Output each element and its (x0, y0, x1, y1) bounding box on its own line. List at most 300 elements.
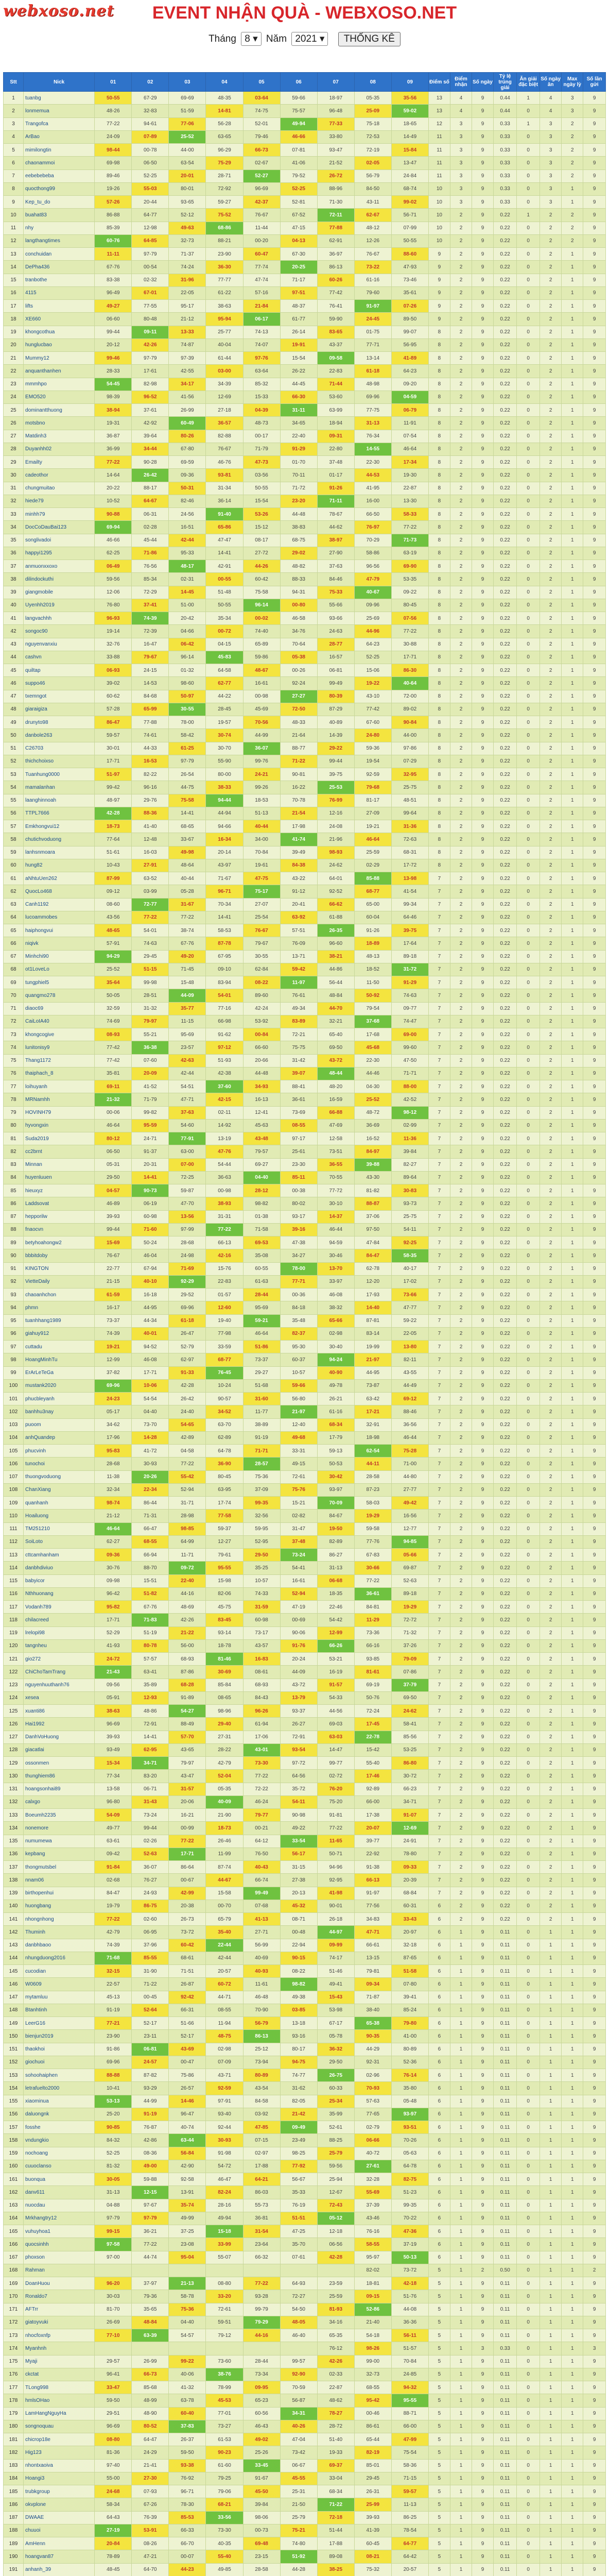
nick-cell[interactable]: calxgo (24, 1795, 95, 1808)
nick-cell[interactable]: diaoc69 (24, 1002, 95, 1015)
day-pick-cell: 77-22 (169, 911, 206, 924)
day-pick-cell: 59-57 (391, 2485, 428, 2498)
nick-cell[interactable]: thaokhoi (24, 2043, 95, 2056)
nick-cell[interactable]: betyhoahongw2 (24, 1236, 95, 1249)
stat-cell: 0.22 (494, 352, 517, 365)
nick-cell[interactable]: Hoailuong (24, 1510, 95, 1522)
day-pick-cell: 77-34 (95, 1770, 132, 1783)
nick-cell[interactable]: TLong998 (24, 2381, 95, 2394)
nick-cell[interactable]: quiltap (24, 664, 95, 677)
nick-cell[interactable]: sohoohaiphen (24, 2069, 95, 2082)
stats-button[interactable]: THỐNG KÊ (338, 32, 401, 46)
nick-cell[interactable]: Laddsovat (24, 1197, 95, 1210)
stat-cell: 6 (428, 2056, 450, 2069)
nick-cell[interactable]: phucbleyanh (24, 1393, 95, 1405)
stat-cell: 3 (450, 196, 472, 209)
nick-cell[interactable]: Duyanhh02 (24, 443, 95, 455)
nick-cell[interactable]: ArBao (24, 130, 95, 143)
month-select[interactable] (241, 32, 261, 46)
nick-cell[interactable]: anmuonxxoxo (24, 560, 95, 573)
nick-cell[interactable]: cashvn (24, 651, 95, 664)
nick-cell[interactable]: chutichvoduong (24, 833, 95, 846)
stat-cell: 2 (540, 963, 562, 976)
nick-cell[interactable]: hunglucbao (24, 338, 95, 351)
nick-cell[interactable]: trubkgroup (24, 2485, 95, 2498)
stat-cell: 9 (472, 430, 494, 443)
nick-cell[interactable]: DWAAE (24, 2511, 95, 2524)
nick-cell[interactable]: khongcothua (24, 326, 95, 338)
nick-cell[interactable]: ossonmen (24, 1757, 95, 1770)
day-pick-cell: 30-01 (95, 742, 132, 755)
nick-cell[interactable]: gio272 (24, 1653, 95, 1666)
stat-cell: 9 (472, 182, 494, 195)
nick-cell[interactable]: danbhdiviuo (24, 1562, 95, 1574)
nick-cell[interactable]: Myaji (24, 2355, 95, 2368)
stat-cell: 8 (428, 729, 450, 742)
nick-cell[interactable]: nuocdau (24, 2199, 95, 2212)
nick-cell[interactable]: Thuminh (24, 1926, 95, 1939)
nick-cell[interactable]: songlivadoi (24, 534, 95, 547)
day-pick-cell: 05-66 (391, 1549, 428, 1562)
day-pick-cell: 18-78 (206, 1639, 243, 1652)
stat-cell: 8 (428, 612, 450, 625)
nick-cell[interactable]: Mrkhangtry12 (24, 2212, 95, 2225)
nick-cell[interactable]: cc2brnt (24, 1145, 95, 1158)
day-pick-cell: 12-27 (206, 1535, 243, 1548)
day-pick-cell: 54-57 (169, 2329, 206, 2342)
day-pick-cell: 13-91 (169, 2186, 206, 2199)
nick-cell[interactable]: chuuoi (24, 2524, 95, 2537)
day-pick-cell: 66-00 (354, 1795, 391, 1808)
stat-cell: 9 (583, 742, 606, 755)
nick-cell[interactable]: xesea (24, 1691, 95, 1704)
nick-cell[interactable]: TTPL7666 (24, 807, 95, 820)
nick-cell[interactable]: tungphiel5 (24, 976, 95, 989)
nick-cell[interactable]: Myanhnh (24, 2342, 95, 2355)
day-pick-cell: 55-42 (169, 1470, 206, 1483)
stat-cell: 2 (540, 1483, 562, 1496)
nick-cell[interactable]: lunitonisy9 (24, 1041, 95, 1054)
day-pick-cell: 39-02 (95, 677, 132, 690)
nick-cell[interactable]: lanhsnmoara (24, 846, 95, 859)
nick-cell[interactable]: AFTrr (24, 2303, 95, 2316)
nick-cell[interactable]: mmmhpo (24, 378, 95, 391)
nick-cell[interactable]: tranbothe (24, 274, 95, 286)
nick-cell[interactable]: DocCoDauBai123 (24, 521, 95, 534)
nick-cell[interactable]: LamHangNguyHa (24, 2407, 95, 2420)
nick-cell[interactable]: tuanhhang1989 (24, 1314, 95, 1327)
nick-cell[interactable]: hung82 (24, 859, 95, 872)
nick-cell[interactable]: Vodanh789 (24, 1601, 95, 1614)
nick-cell[interactable]: letrafuelto2000 (24, 2082, 95, 2095)
nick-cell[interactable]: happyi1295 (24, 547, 95, 560)
stat-cell: 9 (472, 2082, 494, 2095)
nick-cell[interactable]: cucodian (24, 1965, 95, 1978)
table-row (4, 2355, 606, 2368)
day-pick-cell: 91-89 (169, 1691, 206, 1704)
nick-cell[interactable]: C26703 (24, 742, 95, 755)
nick-cell[interactable]: kepbang (24, 1848, 95, 1860)
nick-cell[interactable]: giochuoi (24, 2056, 95, 2069)
nick-cell[interactable]: Trangofca (24, 117, 95, 130)
nick-cell[interactable]: ChiChoTamTrang (24, 1666, 95, 1679)
nick-cell[interactable]: MRNamhh (24, 1093, 95, 1106)
nick-cell[interactable]: xiaominua (24, 2095, 95, 2108)
stat-cell: 1 (540, 2095, 562, 2108)
nick-cell[interactable]: giahuy912 (24, 1327, 95, 1340)
day-pick-cell: 26-22 (280, 365, 317, 378)
nick-cell[interactable]: txemngot (24, 690, 95, 703)
day-pick-cell: 66-61 (354, 1939, 391, 1952)
nick-cell[interactable]: Hig123 (24, 2446, 95, 2459)
nick-cell[interactable]: xuanti86 (24, 1705, 95, 1718)
nick-cell[interactable]: eebebebeba (24, 170, 95, 182)
day-pick-cell: 13-33 (169, 326, 206, 338)
stat-cell: 1 (562, 586, 583, 599)
nick-cell[interactable]: Nthhuonang (24, 1587, 95, 1600)
nick-cell[interactable]: nochoang (24, 2147, 95, 2160)
day-pick-cell: 96-20 (95, 2277, 132, 2290)
nick-cell[interactable]: Uyenhh2019 (24, 599, 95, 612)
nick-cell[interactable]: Minhchi90 (24, 950, 95, 963)
nick-cell[interactable]: DePha436 (24, 261, 95, 274)
nick-cell[interactable]: cuttadu (24, 1341, 95, 1353)
nick-cell[interactable]: lucoammobes (24, 911, 95, 924)
table-row (4, 2030, 606, 2043)
day-pick-cell: 68-84 (391, 1887, 428, 1900)
nick-cell[interactable]: tangnheu (24, 1639, 95, 1652)
nick-cell[interactable]: nhocfoxnfp (24, 2329, 95, 2342)
day-pick-cell: 29-51 (95, 2407, 132, 2420)
nick-cell[interactable]: giatoyvuki (24, 2316, 95, 2329)
nick-cell[interactable]: anhQuandep (24, 1431, 95, 1444)
day-pick-cell: 72-18 (317, 2511, 354, 2524)
nick-cell[interactable]: langvachhh (24, 612, 95, 625)
stat-cell: 5 (428, 2433, 450, 2446)
nick-cell[interactable]: nhungduong2016 (24, 1952, 95, 1964)
nick-cell[interactable]: nhongnhong (24, 1913, 95, 1926)
row-number: 120 (4, 1639, 24, 1652)
nick-cell[interactable]: hiede79 (24, 495, 95, 507)
day-pick-cell: 14-49 (391, 130, 428, 143)
nick-cell[interactable]: quangmo278 (24, 989, 95, 1002)
nick-cell[interactable]: giaraigiza (24, 703, 95, 716)
year-select[interactable] (291, 32, 328, 46)
stat-cell: 9 (472, 2277, 494, 2290)
nick-cell[interactable]: thaiphach_8 (24, 1067, 95, 1080)
stat-cell: 1 (562, 677, 583, 690)
nick-cell[interactable]: HOVINH79 (24, 1106, 95, 1119)
stat-cell: 5 (428, 2420, 450, 2433)
day-pick-cell: 02-96 (354, 2069, 391, 2082)
stat-cell: 2 (450, 534, 472, 547)
nick-cell[interactable]: cuuoclanso (24, 2160, 95, 2173)
day-pick-cell: 79-68 (354, 781, 391, 794)
row-number: 60 (4, 859, 24, 872)
nick-cell[interactable]: dominantthuong (24, 404, 95, 417)
nick-cell[interactable]: EMO520 (24, 391, 95, 403)
day-pick-cell: 86-44 (132, 1497, 169, 1510)
stat-cell: 1 (562, 1614, 583, 1626)
nick-cell[interactable]: chicrop18e (24, 2433, 95, 2446)
nick-cell[interactable]: songoc90 (24, 625, 95, 638)
stat-cell: 0.11 (494, 2225, 517, 2238)
stat-cell: 9 (583, 1171, 606, 1184)
nick-cell[interactable]: mustank2020 (24, 1379, 95, 1392)
day-pick-cell: 79-09 (391, 1653, 428, 1666)
stat-cell: 6 (428, 1939, 450, 1952)
nick-cell[interactable]: birthopenhui (24, 1887, 95, 1900)
nick-cell[interactable]: fosshe (24, 2121, 95, 2134)
nick-cell[interactable]: babyicor (24, 1574, 95, 1587)
stat-cell: 2 (450, 1601, 472, 1614)
nick-cell[interactable]: cadeothor (24, 469, 95, 482)
nick-cell[interactable]: suppo46 (24, 677, 95, 690)
nick-cell[interactable]: Mummy12 (24, 352, 95, 365)
nick-cell[interactable]: 4115 (24, 286, 95, 299)
nick-cell[interactable]: SoiLoto (24, 1535, 95, 1548)
stat-cell: 2 (450, 1054, 472, 1067)
day-pick-cell: 77-42 (317, 286, 354, 299)
nick-cell[interactable]: motsbno (24, 417, 95, 430)
nick-cell[interactable]: hieuxyz (24, 1184, 95, 1197)
day-pick-cell: 68-34 (317, 1418, 354, 1431)
table-row (4, 2147, 606, 2160)
nick-cell[interactable]: mimilongtin (24, 144, 95, 157)
nick-cell[interactable]: QuocLo468 (24, 885, 95, 898)
stat-cell: 7 (428, 1549, 450, 1562)
day-pick-cell: 66-74 (243, 1874, 280, 1887)
nick-cell[interactable]: Minnan (24, 1158, 95, 1171)
nick-cell[interactable]: Emailty (24, 456, 95, 469)
nick-cell[interactable]: nnam06 (24, 1874, 95, 1887)
nick-cell[interactable]: thongmutsbel (24, 1861, 95, 1874)
nick-cell[interactable]: anquanthanhen (24, 365, 95, 378)
site-logo[interactable]: webxoso.net (3, 2, 115, 20)
nick-cell[interactable]: nhontxaoiva (24, 2459, 95, 2472)
nick-cell[interactable]: laanghinnoah (24, 794, 95, 807)
nick-cell[interactable]: nguyenhuuthanh76 (24, 1679, 95, 1691)
day-pick-cell: 99-15 (95, 2225, 132, 2238)
nick-cell[interactable]: nguyenvanxiu (24, 638, 95, 651)
nick-cell[interactable]: chilacreed (24, 1614, 95, 1626)
nick-cell[interactable]: ChanXiang (24, 1483, 95, 1496)
day-pick-cell: 74-24 (169, 261, 206, 274)
stat-cell: 1 (540, 2290, 562, 2303)
nick-cell[interactable]: TM251210 (24, 1522, 95, 1535)
stat-cell: 2 (450, 1445, 472, 1458)
day-pick-cell: 91-19 (132, 2108, 169, 2121)
day-pick-cell: 67-76 (169, 937, 206, 950)
nick-cell[interactable]: Hai1992 (24, 1718, 95, 1731)
stat-cell: 0 (517, 2147, 540, 2160)
stat-cell: 1 (540, 2342, 562, 2355)
nick-cell[interactable]: thuongvoduong (24, 1470, 95, 1483)
nick-cell[interactable]: hoangsonhai89 (24, 1783, 95, 1795)
nick-cell[interactable]: danbhbaoo (24, 1939, 95, 1952)
nick-cell[interactable]: CaiLoIA40 (24, 1015, 95, 1028)
nick-cell[interactable]: cttcamhanham (24, 1549, 95, 1562)
nick-cell[interactable]: lifts (24, 300, 95, 313)
day-pick-cell: 08-22 (280, 1965, 317, 1978)
nick-cell[interactable]: huongbang (24, 1900, 95, 1912)
stat-cell: 0 (517, 1184, 540, 1197)
nick-cell[interactable]: khongcogive (24, 1028, 95, 1041)
nick-cell[interactable]: anhanh_39 (24, 2563, 95, 2576)
nick-cell[interactable]: bienjun2019 (24, 2030, 95, 2043)
nick-cell[interactable]: minhh79 (24, 508, 95, 521)
day-pick-cell: 70-64 (280, 638, 317, 651)
nick-cell[interactable]: tunochoi (24, 1458, 95, 1470)
nick-cell[interactable]: dilindockuthi (24, 573, 95, 586)
nick-cell[interactable]: buahat83 (24, 209, 95, 222)
nick-cell[interactable]: DoanHuou (24, 2277, 95, 2290)
nick-cell[interactable]: drunyto98 (24, 716, 95, 729)
stat-cell: 9 (472, 1653, 494, 1666)
day-pick-cell: 34-52 (206, 1405, 243, 1418)
nick-cell[interactable]: hmlsOHao (24, 2394, 95, 2407)
nick-cell[interactable]: Btanhtinh (24, 2004, 95, 2016)
stat-cell: 9 (583, 391, 606, 403)
nick-cell[interactable]: numumewa (24, 1835, 95, 1848)
nick-cell[interactable]: XE660 (24, 313, 95, 326)
nick-cell[interactable]: haiphongvui (24, 924, 95, 937)
nick-cell[interactable]: daluongnk (24, 2108, 95, 2121)
nick-cell[interactable]: phmn (24, 1301, 95, 1314)
day-pick-cell: 13-18 (280, 2017, 317, 2030)
nick-cell[interactable]: Hoangi3 (24, 2472, 95, 2485)
day-pick-cell: 64-85 (132, 234, 169, 247)
day-pick-cell: 60-49 (169, 417, 206, 430)
day-pick-cell: 14-55 (354, 443, 391, 455)
day-pick-cell: 90-06 (280, 1626, 317, 1639)
nick-cell[interactable]: hyvongxin (24, 1119, 95, 1132)
nick-cell[interactable]: Thang1172 (24, 1054, 95, 1067)
day-pick-cell: 98-60 (169, 677, 206, 690)
nick-cell[interactable]: giangmobile (24, 586, 95, 599)
nick-cell[interactable]: mamalanhan (24, 781, 95, 794)
nick-cell[interactable]: Emkhongvui12 (24, 820, 95, 833)
nick-cell[interactable]: chungmuitao (24, 482, 95, 495)
nick-cell[interactable]: AmHenn (24, 2537, 95, 2550)
nick-cell[interactable]: DanhVoHuong (24, 1731, 95, 1743)
day-pick-cell: 84-81 (354, 1601, 391, 1614)
stat-cell: 9 (583, 1679, 606, 1691)
nick-cell[interactable]: puoom (24, 1418, 95, 1431)
nick-cell[interactable]: lonmemua (24, 105, 95, 117)
day-pick-cell: 97-79 (132, 248, 169, 261)
nick-cell[interactable]: langthangtimes (24, 234, 95, 247)
nick-cell[interactable]: tuanbg (24, 92, 95, 105)
day-pick-cell: 85-88 (354, 872, 391, 885)
stat-cell: 2 (540, 234, 562, 247)
stat-cell: 0.33 (494, 2342, 517, 2355)
day-pick-cell: 64-58 (206, 664, 243, 677)
stat-cell: 7 (428, 1574, 450, 1587)
stat-cell: 0 (517, 1991, 540, 2004)
nick-cell[interactable]: mytamluu (24, 1991, 95, 2004)
nick-cell[interactable]: phoxson (24, 2251, 95, 2264)
nick-cell[interactable]: LeerG16 (24, 2017, 95, 2030)
nick-cell[interactable]: KINGTON (24, 1262, 95, 1275)
nick-cell[interactable]: vndungkio (24, 2134, 95, 2147)
nick-cell[interactable]: okvplone (24, 2498, 95, 2511)
nick-cell[interactable]: Suda2019 (24, 1132, 95, 1145)
day-pick-cell: 21-42 (280, 2108, 317, 2121)
nick-cell[interactable]: chaonammoi (24, 157, 95, 170)
nick-cell[interactable]: vuhuyhoa1 (24, 2225, 95, 2238)
nick-cell[interactable]: quocsinhh (24, 2238, 95, 2251)
stat-cell: 0.22 (494, 1691, 517, 1704)
stat-cell: 0.22 (494, 1210, 517, 1223)
nick-cell[interactable]: danv611 (24, 2186, 95, 2199)
day-pick-cell: 00-70 (206, 1900, 243, 1912)
nick-cell[interactable]: thunghiem86 (24, 1770, 95, 1783)
nick-cell[interactable]: loihuyanh (24, 1080, 95, 1093)
nick-cell[interactable]: banhhu3nay (24, 1405, 95, 1418)
day-pick-cell: 48-99 (132, 2394, 169, 2407)
nick-cell[interactable]: Kep_tu_do (24, 196, 95, 209)
nick-cell[interactable]: buonqua (24, 2173, 95, 2186)
nick-cell[interactable]: conchuidan (24, 248, 95, 261)
nick-cell[interactable]: danbole263 (24, 729, 95, 742)
day-pick-cell: 42-63 (169, 1054, 206, 1067)
day-pick-cell: 64-67 (132, 495, 169, 507)
day-pick-cell: 69-53 (243, 1236, 280, 1249)
nick-cell[interactable]: Canh1192 (24, 898, 95, 911)
nick-cell[interactable]: W0609 (24, 1978, 95, 1991)
nick-cell[interactable]: niqivk (24, 937, 95, 950)
nick-cell[interactable]: fnaocvn (24, 1223, 95, 1236)
day-pick-cell: 54-44 (206, 1158, 243, 1171)
stat-cell: 0 (517, 2160, 540, 2173)
nick-cell[interactable]: Matdinh3 (24, 430, 95, 443)
nick-cell[interactable]: Tuanhung0000 (24, 768, 95, 781)
day-pick-cell: 68-65 (169, 820, 206, 833)
nick-cell[interactable]: songnoquau (24, 2420, 95, 2433)
nick-cell[interactable]: huyenluuen (24, 1171, 95, 1184)
nick-cell[interactable]: hoangvan87 (24, 2550, 95, 2563)
nick-cell[interactable]: HoangMinhTu (24, 1353, 95, 1366)
nick-cell[interactable]: ckctat (24, 2368, 95, 2381)
nick-cell[interactable]: ErArLeTeGa (24, 1366, 95, 1379)
nick-cell[interactable]: Rahman (24, 2264, 95, 2277)
nick-cell[interactable]: thichchoixso (24, 755, 95, 768)
stat-cell: 2 (540, 742, 562, 755)
nick-cell[interactable]: aNhtuUen262 (24, 872, 95, 885)
nick-cell[interactable]: Ronaldo7 (24, 2290, 95, 2303)
nick-cell[interactable]: quanhanh (24, 1497, 95, 1510)
nick-cell[interactable]: chaoanhchon (24, 1289, 95, 1301)
stat-cell: 0 (517, 911, 540, 924)
nick-cell[interactable]: phucvinh (24, 1445, 95, 1458)
nick-cell[interactable]: quocthong99 (24, 182, 95, 195)
stat-cell: 6 (428, 2108, 450, 2121)
nick-cell[interactable]: hepporilw (24, 1210, 95, 1223)
nick-cell[interactable]: VietteDaily (24, 1275, 95, 1288)
nick-cell[interactable]: Boeumh2235 (24, 1809, 95, 1822)
stat-cell: 1 (562, 261, 583, 274)
nick-cell[interactable]: giacatlai (24, 1743, 95, 1756)
nick-cell[interactable]: ot1LoveLo (24, 963, 95, 976)
day-pick-cell: 81-46 (206, 1653, 243, 1666)
nick-cell[interactable]: nonemore (24, 1822, 95, 1835)
nick-cell[interactable]: bbbitdoby (24, 1249, 95, 1262)
nick-cell[interactable]: nhy (24, 222, 95, 234)
stat-cell: 0.22 (494, 1262, 517, 1275)
day-pick-cell: 78-80 (391, 1848, 428, 1860)
nick-cell[interactable]: lrelopi98 (24, 1626, 95, 1639)
